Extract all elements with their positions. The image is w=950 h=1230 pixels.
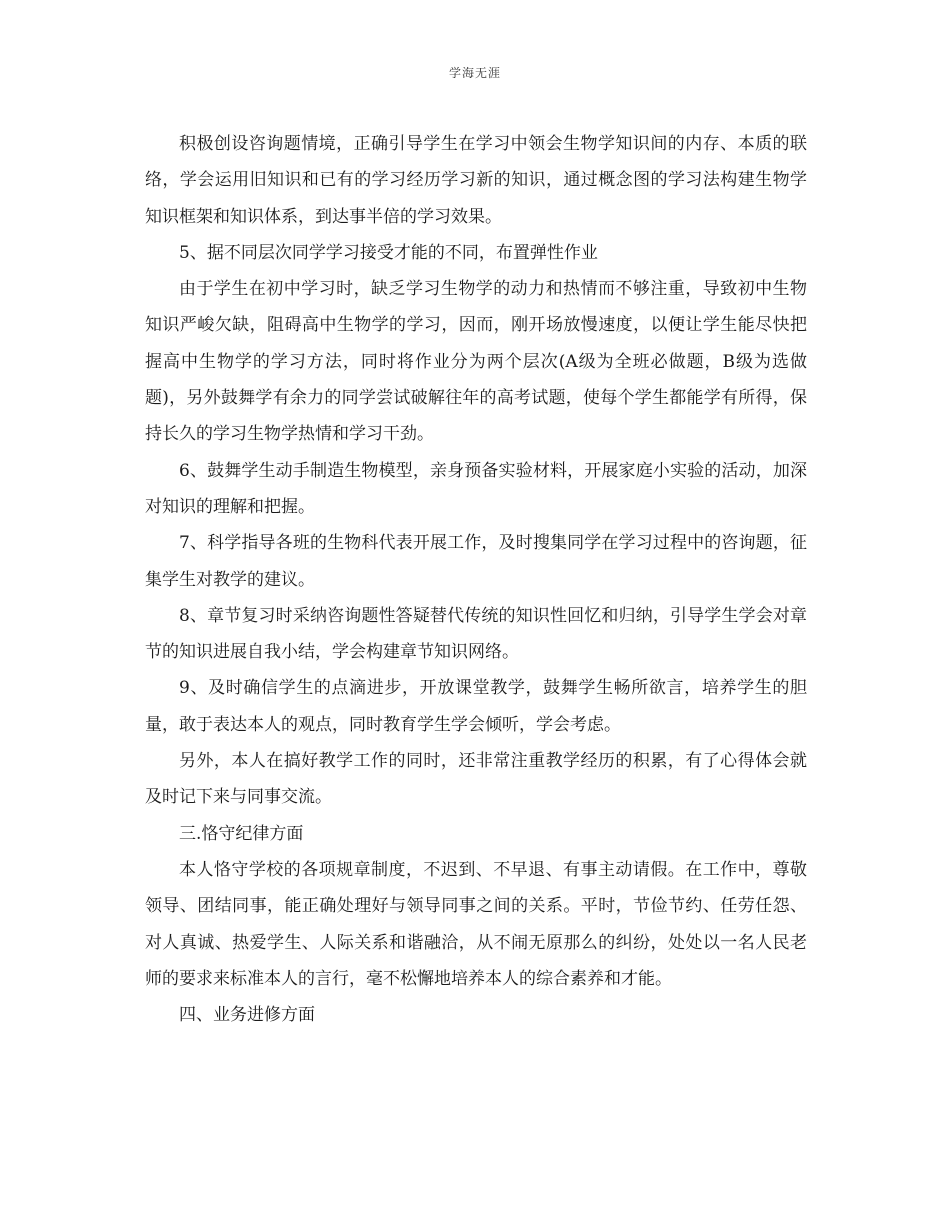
page-header: 学海无涯 (448, 66, 501, 80)
paragraph: 9、及时确信学生的点滴进步，开放课堂教学，鼓舞学生畅所欲言，培养学生的胆量，敢于表达本人的观点，同时教育学生学会倾听，学会考虑。 (145, 678, 807, 735)
paragraph: 7、科学指导各班的生物科代表开展工作，及时搜集同学在学习过程中的咨询题，征集学生对教学的建议。 (145, 533, 807, 590)
paragraph: 8、章节复习时采纳咨询题性答疑替代传统的知识性回忆和归纳，引导学生学会对章节的知识进展自我小结，学会构建章节知识网络。 (145, 605, 807, 663)
section-heading: 四、业务进修方面 (179, 1005, 315, 1026)
paragraph: 积极创设咨询题情境，正确引导学生在学习中领会生物学知识间的内存、本质的联络，学会运用旧知识和已有的学习经历学习新的知识，通过概念图的学习法构建生物学知识框架和知识体系，到达事半倍的学习效果。 (145, 134, 807, 227)
paragraph: 由于学生在初中学习时，缺乏学习生物学的动力和热情而不够注重，导致初中生物知识严峻欠缺，阻碍高中生物学的学习，因而，刚开场放慢速度，以便让学生能尽快把握高中生物学的学习方法，同时将作业分为两个层次(A级为全班必做题，B级为选做题)，另外鼓舞学有余力的同学尝试破解往年的高考试题，使每个学生都能学有所得，保持长久的学习生物学热情和学习干劲。 (145, 279, 807, 445)
paragraph: 另外，本人在搞好教学工作的同时，还非常注重教学经历的积累，有了心得体会就及时记下来与同事交流。 (145, 751, 807, 808)
paragraph-heading: 5、据不同层次同学学习接受才能的不同，布置弹性作业 (179, 242, 598, 263)
document-body (145, 126, 807, 1033)
section-heading: 三.恪守纪律方面 (179, 823, 304, 844)
paragraph: 6、鼓舞学生动手制造生物模型，亲身预备实验材料，开展家庭小实验的活动，加深对知识的理解和把握。 (145, 460, 807, 517)
paragraph: 本人恪守学校的各项规章制度，不迟到、不早退、有事主动请假。在工作中，尊敬领导、团结同事，能正确处理好与领导同事之间的关系。平时，节俭节约、任劳任怨、对人真诚、热爱学生、人际关系和谐融洽，从不闹无原那么的纠纷，处处以一名人民老师的要求来标准本人的言行，毫不松懈地培养本人的综合素养和才能。 (145, 859, 807, 989)
